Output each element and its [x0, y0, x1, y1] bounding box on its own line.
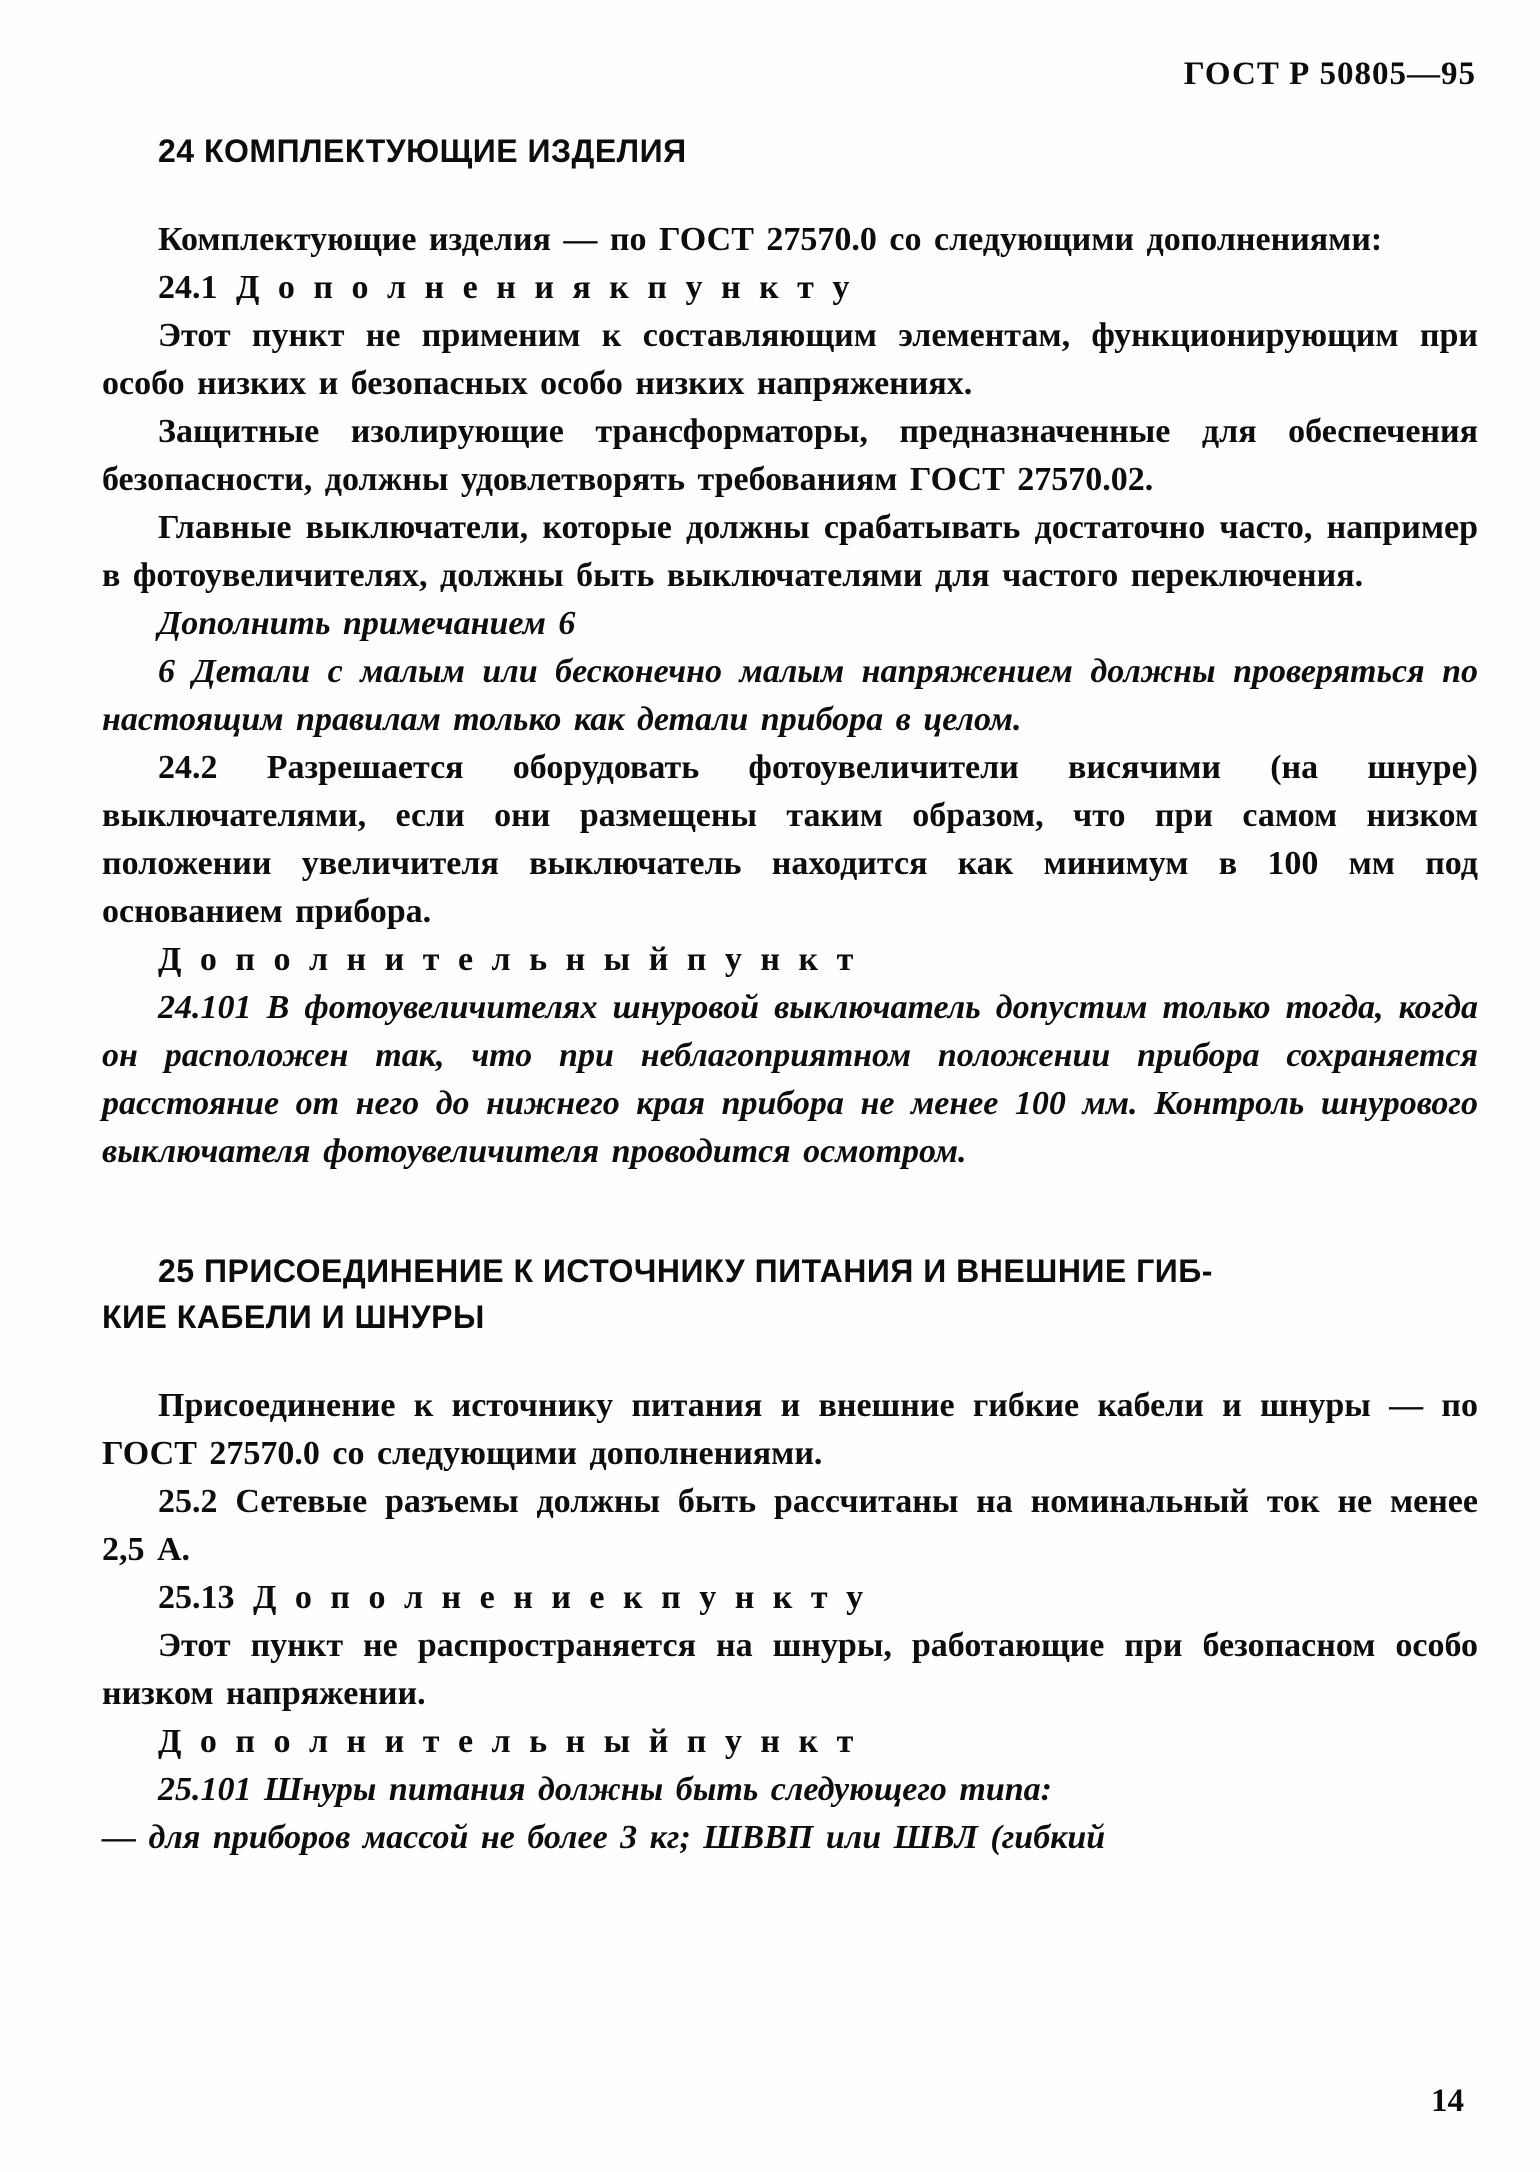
paragraph-additional-item-title-24: Д о п о л н и т е л ь н ы й п у н к т [158, 941, 854, 978]
paragraph-24-101: 24.101 В фотоувеличителях шнуровой выключатель допустим только тогда, когда он расположен так, что при неблагоприятном положении прибора сохраняется расстояние от него до нижнего края прибора не менее 100 мм. Контроль шнурового выключателя фотоувеличителя проводится осмотром. [102, 989, 1478, 1170]
paragraph-intro-24: Комплектующие изделия — по ГОСТ 27570.0 со следующими дополнениями: [158, 221, 1383, 258]
paragraph-note-intro: Дополнить примечанием 6 [158, 605, 576, 642]
section-heading-25-line1: 25 ПРИСОЕДИНЕНИЕ К ИСТОЧНИКУ ПИТАНИЯ И ВНЕШНИЕ ГИБ- [158, 1253, 1213, 1289]
document-body [102, 128, 1478, 1862]
paragraph-additional-item-title-25: Д о п о л н и т е л ь н ы й п у н к т [158, 1723, 854, 1760]
paragraph-25-101: 25.101 Шнуры питания должны быть следующего типа: [158, 1771, 1052, 1808]
paragraph-24-1-title: 24.1 Д о п о л н е н и я к п у н к т у [158, 269, 850, 306]
paragraph-25-101-list-item: — для приборов массой не более 3 кг; ШВВП или ШВЛ (гибкий [102, 1819, 1106, 1856]
paragraph-25-13-body: Этот пункт не распространяется на шнуры, работающие при безопасном особо низком напряжении. [102, 1627, 1478, 1712]
paragraph-24-2: 24.2 Разрешается оборудовать фотоувеличители висячими (на шнуре) выключателями, если они размещены таким образом, что при самом низком положении увеличителя выключатель находится как минимум в 100 мм под основанием прибора. [102, 749, 1478, 930]
page-number: 14 [1431, 2083, 1464, 2119]
paragraph-switches: Главные выключатели, которые должны срабатывать достаточно часто, например в фотоувеличителях, должны быть выключателями для частого переключения. [102, 509, 1478, 594]
section-heading-25 [102, 1248, 1478, 1340]
paragraph-25-2: 25.2 Сетевые разъемы должны быть рассчитаны на номинальный ток не менее 2,5 А. [102, 1483, 1478, 1568]
section-heading-25-line2: КИЕ КАБЕЛИ И ШНУРЫ [102, 1299, 485, 1335]
paragraph-transformers: Защитные изолирующие трансформаторы, предназначенные для обеспечения безопасности, должны удовлетворять требованиям ГОСТ 27570.02. [102, 413, 1478, 498]
paragraph-note-6: 6 Детали с малым или бесконечно малым напряжением должны проверяться по настоящим правилам только как детали прибора в целом. [102, 653, 1478, 738]
paragraph-intro-25: Присоединение к источнику питания и внешние гибкие кабели и шнуры — по ГОСТ 27570.0 со следующими дополнениями. [102, 1387, 1478, 1472]
paragraph-25-13-title: 25.13 Д о п о л н е н и е к п у н к т у [158, 1579, 864, 1616]
section-heading-24: 24 КОМПЛЕКТУЮЩИЕ ИЗДЕЛИЯ [158, 133, 687, 169]
document-standard-number: ГОСТ Р 50805—95 [1183, 56, 1476, 92]
paragraph-24-1-body: Этот пункт не применим к составляющим элементам, функционирующим при особо низких и безопасных особо низких напряжениях. [102, 317, 1478, 402]
